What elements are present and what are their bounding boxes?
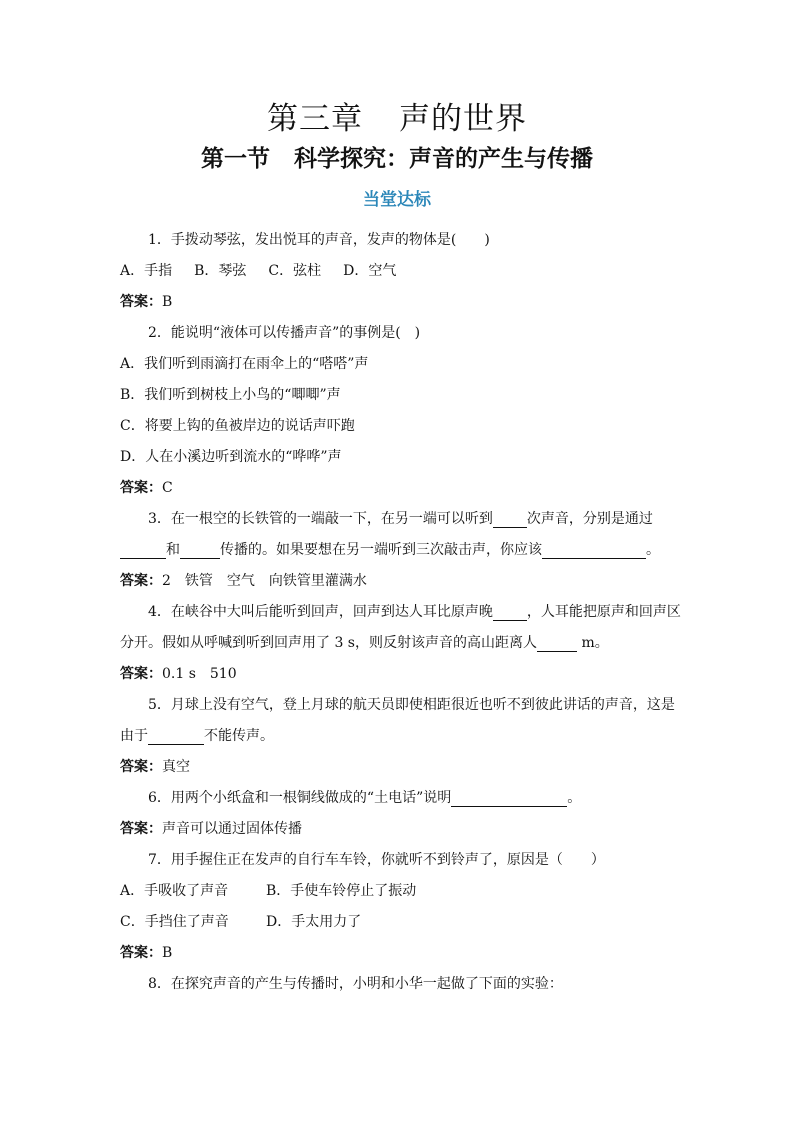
question-4-stem-line-2: 分开。假如从呼喊到听到回声用了 3 s，则反射该声音的高山距离人 m。 [120, 635, 609, 651]
answer-value: C [162, 480, 173, 496]
answer-blank [120, 540, 166, 559]
question-2-stem: 2．能说明“液体可以传播声音”的事例是( ) [148, 325, 421, 341]
q2-option-d: D．人在小溪边听到流水的“哗哗”声 [120, 449, 342, 465]
answer-label: 答案： [120, 294, 162, 310]
answer-blank [451, 788, 567, 807]
question-1-stem: 1．手拨动琴弦，发出悦耳的声音，发声的物体是( ) [148, 232, 490, 248]
question-8-stem: 8．在探究声音的产生与传播时，小明和小华一起做了下面的实验： [148, 976, 563, 992]
question-1-options [120, 256, 676, 287]
question-4-stem-line-1: 4．在峡谷中大叫后能听到回声，回声到达人耳比原声晚 ，人耳能把原声和回声区 [148, 604, 681, 620]
q1-option-d: D．空气 [343, 263, 397, 279]
question-7-options-row-1 [120, 876, 676, 907]
answer-blank [542, 540, 646, 559]
q2-option-c: C．将要上钩的鱼被岸边的说话声吓跑 [120, 418, 355, 434]
question-5-stem-line-1: 5．月球上没有空气，登上月球的航天员即使相距很近也听不到彼此讲话的声音，这是 [148, 697, 675, 713]
section-number: 第一节 [201, 145, 270, 172]
q2-option-b: B．我们听到树枝上小鸟的“唧唧”声 [120, 387, 341, 403]
answer-value: 2 铁管 空气 向铁管里灌满水 [162, 573, 367, 589]
question-5-answer [120, 752, 676, 783]
q7-option-a: A．手吸收了声音 [120, 883, 229, 899]
answer-label: 答案： [120, 945, 162, 961]
answer-blank [493, 509, 527, 528]
question-1-answer [120, 287, 676, 318]
q7-option-c: C．手挡住了声音 [120, 914, 229, 930]
q7-option-b: B．手使车铃停止了振动 [266, 883, 417, 899]
q1-option-a: A．手指 [120, 263, 173, 279]
answer-value: B [162, 294, 173, 310]
answer-label: 答案： [120, 480, 162, 496]
section-title [0, 143, 794, 175]
q2-option-a: A．我们听到雨滴打在雨伞上的“嗒嗒”声 [120, 356, 369, 372]
q1-option-b: B．琴弦 [194, 263, 247, 279]
answer-blank [148, 726, 204, 745]
exercise-heading: 当堂达标 [363, 190, 431, 210]
question-7-answer [120, 938, 676, 969]
answer-label: 答案： [120, 821, 162, 837]
answer-value: B [162, 945, 173, 961]
answer-label: 答案： [120, 573, 162, 589]
answer-value: 声音可以通过固体传播 [162, 821, 302, 837]
question-4-answer [120, 659, 676, 690]
section-name: 科学探究：声音的产生与传播 [294, 145, 593, 172]
answer-label: 答案： [120, 759, 162, 775]
answer-value: 真空 [162, 759, 190, 775]
answer-blank [180, 540, 220, 559]
q1-option-c: C．弦柱 [268, 263, 322, 279]
question-6-answer [120, 814, 676, 845]
question-3-stem-line-2: 和 传播的。如果要想在另一端听到三次敲击声，你应该 。 [120, 535, 676, 566]
question-6-stem: 6．用两个小纸盒和一根铜线做成的“土电话”说明 。 [148, 790, 582, 806]
question-5-stem-line-2: 由于 不能传声。 [120, 728, 274, 744]
chapter-number: 第三章 [267, 101, 363, 137]
answer-value: 0.1 s 510 [162, 666, 237, 682]
chapter-name: 声的世界 [399, 101, 527, 137]
chapter-title [0, 99, 794, 139]
answer-blank [537, 633, 577, 652]
question-7-options-row-2 [120, 907, 676, 938]
question-7-stem: 7．用手握住正在发声的自行车车铃，你就听不到铃声了，原因是（ ） [148, 852, 605, 868]
question-3-answer [120, 566, 676, 597]
question-3-stem-line-1: 3．在一根空的长铁管的一端敲一下，在另一端可以听到 次声音，分别是通过 [148, 511, 653, 527]
question-2-answer [120, 473, 676, 504]
q7-option-d: D．手太用力了 [266, 914, 362, 930]
answer-label: 答案： [120, 666, 162, 682]
exercise-body [120, 225, 681, 1000]
answer-blank [493, 602, 527, 621]
